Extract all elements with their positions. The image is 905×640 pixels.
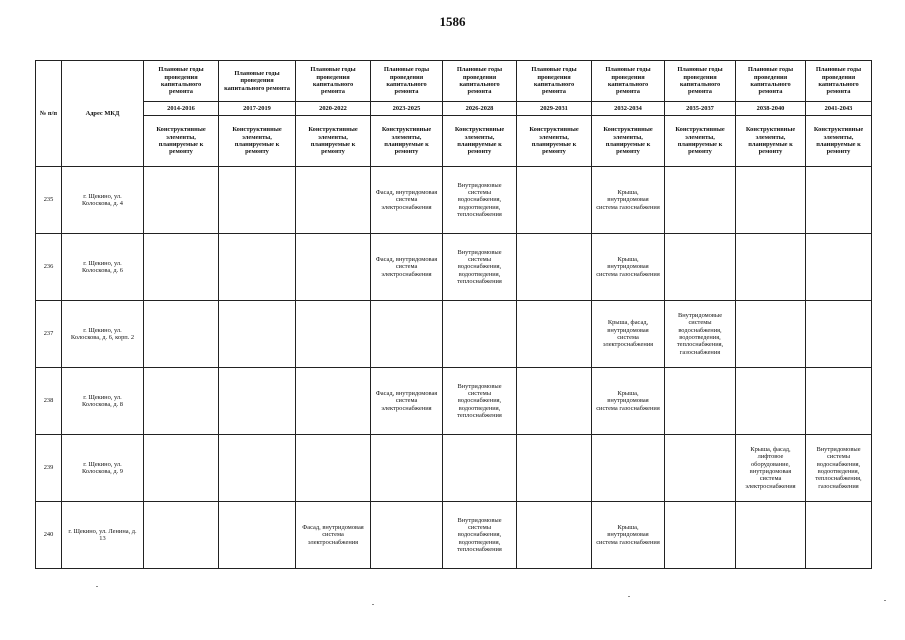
period-years: 2038-2040 [736, 102, 806, 116]
planned-elements-cell: Внутридомовые системы водоснабжения, водоотведения, теплоснабжения [443, 234, 517, 301]
col-num-header: № п/п [36, 61, 62, 167]
table-row [36, 301, 872, 368]
planned-elements-cell [806, 234, 872, 301]
period-elements-subheading: Конструктивные элементы, планируемые к ремонту [592, 116, 665, 167]
page-number: 1586 [439, 14, 466, 29]
planned-elements-cell: Внутридомовые системы водоснабжения, водоотведения, теплоснабжения [443, 502, 517, 569]
header-row-years [36, 102, 872, 116]
planned-elements-cell [219, 502, 296, 569]
planned-elements-cell [219, 234, 296, 301]
planned-elements-cell: Внутридомовые системы водоснабжения, водоотведения, теплоснабжения, газоснабжения [665, 301, 736, 368]
table-body [36, 61, 872, 569]
table-row [36, 167, 872, 234]
planned-elements-cell [371, 435, 443, 502]
period-heading: Плановые годы проведения капитального ремонта [219, 61, 296, 102]
row-number: 235 [36, 167, 62, 234]
period-elements-subheading: Конструктивные элементы, планируемые к ремонту [517, 116, 592, 167]
planned-elements-cell [665, 502, 736, 569]
period-heading: Плановые годы проведения капитального ремонта [443, 61, 517, 102]
row-address: г. Щекино, ул. Колоскова, д. 4 [62, 167, 144, 234]
period-years: 2035-2037 [665, 102, 736, 116]
period-elements-subheading: Конструктивные элементы, планируемые к ремонту [806, 116, 872, 167]
planned-elements-cell [296, 301, 371, 368]
row-address: г. Щекино, ул. Колоскова, д. 6, корп. 2 [62, 301, 144, 368]
period-elements-subheading: Конструктивные элементы, планируемые к ремонту [144, 116, 219, 167]
planned-elements-cell [736, 301, 806, 368]
planned-elements-cell [517, 301, 592, 368]
planned-elements-cell [665, 234, 736, 301]
repair-schedule-table [35, 60, 872, 569]
period-heading: Плановые годы проведения капитального ремонта [517, 61, 592, 102]
row-number: 236 [36, 234, 62, 301]
planned-elements-cell [219, 435, 296, 502]
planned-elements-cell [144, 301, 219, 368]
period-years: 2020-2022 [296, 102, 371, 116]
row-address: г. Щекино, ул. Ленина, д. 13 [62, 502, 144, 569]
planned-elements-cell [219, 301, 296, 368]
planned-elements-cell [296, 368, 371, 435]
planned-elements-cell [665, 435, 736, 502]
period-elements-subheading: Конструктивные элементы, планируемые к ремонту [736, 116, 806, 167]
row-address: г. Щекино, ул. Колоскова, д. 9 [62, 435, 144, 502]
planned-elements-cell [736, 234, 806, 301]
planned-elements-cell [371, 502, 443, 569]
period-years: 2026-2028 [443, 102, 517, 116]
planned-elements-cell [443, 435, 517, 502]
table-row [36, 234, 872, 301]
period-heading: Плановые годы проведения капитального ремонта [806, 61, 872, 102]
period-years: 2023-2025 [371, 102, 443, 116]
period-elements-subheading: Конструктивные элементы, планируемые к ремонту [219, 116, 296, 167]
table-row [36, 435, 872, 502]
period-elements-subheading: Конструктивные элементы, планируемые к ремонту [371, 116, 443, 167]
planned-elements-cell: Крыша, фасад, лифтовое оборудование, внутридомовая система электроснабжения [736, 435, 806, 502]
planned-elements-cell [219, 368, 296, 435]
row-number: 240 [36, 502, 62, 569]
planned-elements-cell [517, 502, 592, 569]
table-row [36, 502, 872, 569]
period-elements-subheading: Конструктивные элементы, планируемые к ремонту [296, 116, 371, 167]
period-years: 2032-2034 [592, 102, 665, 116]
planned-elements-cell [517, 167, 592, 234]
planned-elements-cell [296, 435, 371, 502]
header-row-periods [36, 61, 872, 102]
table-row [36, 368, 872, 435]
row-number: 239 [36, 435, 62, 502]
planned-elements-cell [592, 435, 665, 502]
period-years: 2041-2043 [806, 102, 872, 116]
planned-elements-cell [144, 435, 219, 502]
header-row-elements [36, 116, 872, 167]
period-heading: Плановые годы проведения капитального ремонта [665, 61, 736, 102]
planned-elements-cell [736, 167, 806, 234]
planned-elements-cell [665, 167, 736, 234]
planned-elements-cell: Фасад, внутридомовая система электроснабжения [371, 167, 443, 234]
planned-elements-cell [517, 368, 592, 435]
period-years: 2017-2019 [219, 102, 296, 116]
period-heading: Плановые годы проведения капитального ремонта [371, 61, 443, 102]
planned-elements-cell: Фасад, внутридомовая система электроснабжения [296, 502, 371, 569]
planned-elements-cell: Крыша, внутридомовая система газоснабжения [592, 368, 665, 435]
scan-speck [628, 596, 630, 597]
planned-elements-cell: Крыша, фасад, внутридомовая система электроснабжения [592, 301, 665, 368]
planned-elements-cell: Внутридомовые системы водоснабжения, водоотведения, теплоснабжения [443, 368, 517, 435]
planned-elements-cell: Фасад, внутридомовая система электроснабжения [371, 234, 443, 301]
row-address: г. Щекино, ул. Колоскова, д. 8 [62, 368, 144, 435]
period-elements-subheading: Конструктивные элементы, планируемые к ремонту [443, 116, 517, 167]
scan-speck [96, 586, 98, 587]
planned-elements-cell [665, 368, 736, 435]
period-heading: Плановые годы проведения капитального ремонта [296, 61, 371, 102]
planned-elements-cell: Внутридомовые системы водоснабжения, водоотведения, теплоснабжения, газоснабжения [806, 435, 872, 502]
planned-elements-cell [736, 502, 806, 569]
scan-speck [884, 600, 886, 601]
period-heading: Плановые годы проведения капитального ремонта [144, 61, 219, 102]
planned-elements-cell [219, 167, 296, 234]
scan-speck [372, 604, 374, 605]
period-years: 2029-2031 [517, 102, 592, 116]
planned-elements-cell [806, 301, 872, 368]
planned-elements-cell: Крыша, внутридомовая система газоснабжения [592, 234, 665, 301]
planned-elements-cell: Внутридомовые системы водоснабжения, водоотведения, теплоснабжения [443, 167, 517, 234]
planned-elements-cell [144, 368, 219, 435]
planned-elements-cell [443, 301, 517, 368]
planned-elements-cell [144, 502, 219, 569]
planned-elements-cell [371, 301, 443, 368]
planned-elements-cell [806, 502, 872, 569]
planned-elements-cell [144, 234, 219, 301]
row-number: 238 [36, 368, 62, 435]
planned-elements-cell [296, 167, 371, 234]
planned-elements-cell [736, 368, 806, 435]
planned-elements-cell [144, 167, 219, 234]
period-heading: Плановые годы проведения капитального ремонта [736, 61, 806, 102]
period-elements-subheading: Конструктивные элементы, планируемые к ремонту [665, 116, 736, 167]
period-heading: Плановые годы проведения капитального ремонта [592, 61, 665, 102]
planned-elements-cell: Крыша, внутридомовая система газоснабжения [592, 167, 665, 234]
planned-elements-cell: Крыша, внутридомовая система газоснабжения [592, 502, 665, 569]
planned-elements-cell [296, 234, 371, 301]
row-number: 237 [36, 301, 62, 368]
col-address-header: Адрес МКД [62, 61, 144, 167]
period-years: 2014-2016 [144, 102, 219, 116]
planned-elements-cell [517, 435, 592, 502]
planned-elements-cell [806, 368, 872, 435]
planned-elements-cell [806, 167, 872, 234]
row-address: г. Щекино, ул. Колоскова, д. 6 [62, 234, 144, 301]
planned-elements-cell [517, 234, 592, 301]
planned-elements-cell: Фасад, внутридомовая система электроснабжения [371, 368, 443, 435]
